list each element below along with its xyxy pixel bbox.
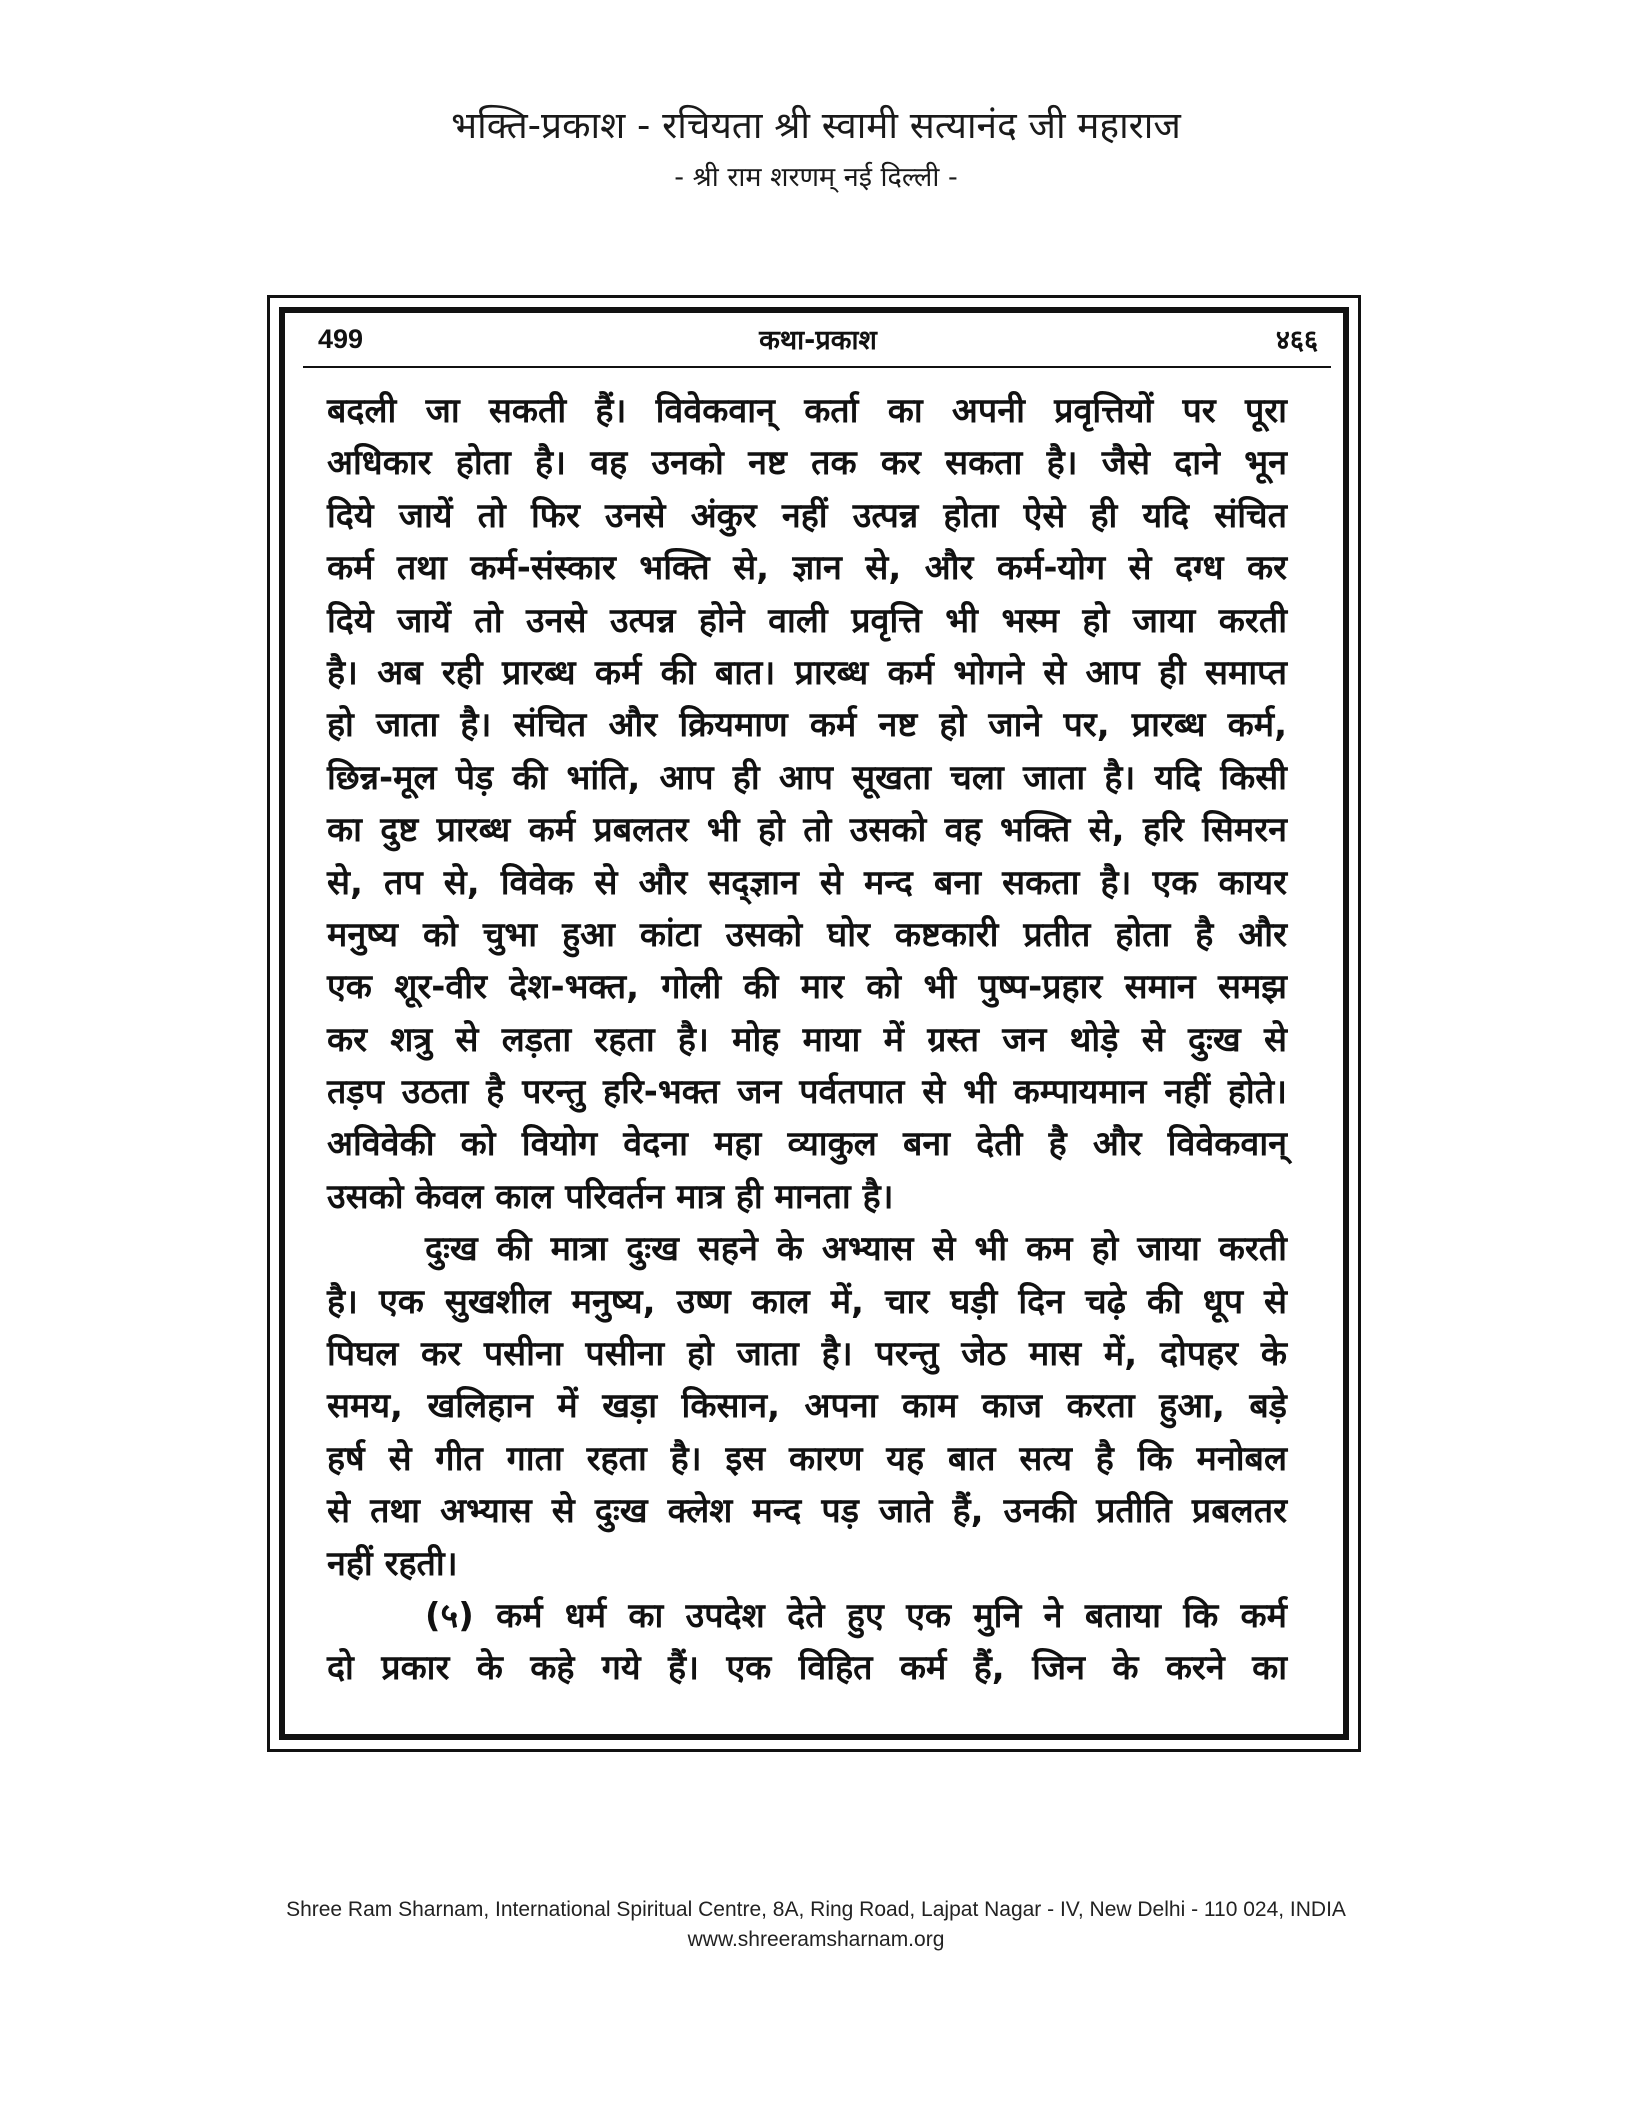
body-line: कर्म तथा कर्म-संस्कार भक्ति से, ज्ञान से, और कर्म-योग से दग्ध कर [327, 548, 1287, 589]
body-text [327, 385, 1287, 1695]
body-line: कर शत्रु से लड़ता रहता है। मोह माया में ग्रस्त जन थोड़े से दुःख से [327, 1019, 1287, 1060]
section-title: कथा-प्रकाश [759, 325, 877, 356]
body-line: हर्ष से गीत गाता रहता है। इस कारण यह बात सत्य है कि मनोबल [327, 1438, 1287, 1479]
body-line: है। अब रही प्रारब्ध कर्म की बात। प्रारब्ध कर्म भोगने से आप ही समाप्त [327, 652, 1287, 693]
body-line: अधिकार होता है। वह उनको नष्ट तक कर सकता है। जैसे दाने भून [327, 443, 1287, 484]
devanagari-page-number: ४६६ [1275, 325, 1318, 356]
body-line: दुःख की मात्रा दुःख सहने के अभ्यास से भी कम हो जाया करती [425, 1229, 1287, 1270]
body-line: छिन्न-मूल पेड़ की भांति, आप ही आप सूखता चला जाता है। यदि किसी [327, 757, 1287, 798]
body-line: पिघल कर पसीना पसीना हो जाता है। परन्तु जेठ मास में, दोपहर के [327, 1334, 1287, 1375]
body-line: से तथा अभ्यास से दुःख क्लेश मन्द पड़ जाते हैं, उनकी प्रतीति प्रबलतर [327, 1491, 1287, 1532]
body-line: का दुष्ट प्रारब्ध कर्म प्रबलतर भी हो तो उसको वह भक्ति से, हरि सिमरन [327, 810, 1287, 851]
body-line: दिये जायें तो उनसे उत्पन्न होने वाली प्रवृत्ति भी भस्म हो जाया करती [327, 600, 1287, 641]
body-line: अविवेकी को वियोग वेदना महा व्याकुल बना देती है और विवेकवान् [327, 1124, 1287, 1165]
document-header [0, 100, 1632, 200]
page-footer [0, 1895, 1632, 1955]
footer-website-link[interactable]: www.shreeramsharnam.org [687, 1928, 945, 1951]
body-line: तड़प उठता है परन्तु हरि-भक्त जन पर्वतपात से भी कम्पायमान नहीं होते। [327, 1072, 1287, 1113]
page-header [318, 318, 1318, 362]
footer-address: Shree Ram Sharnam, International Spiritual Centre, 8A, Ring Road, Lajpat Nagar - IV, New Delhi - 110 024, INDIA [286, 1898, 1346, 1921]
body-line: समय, खलिहान में खड़ा किसान, अपना काम काज करता हुआ, बड़े [327, 1386, 1287, 1427]
header-divider [303, 366, 1331, 368]
body-line: उसको केवल काल परिवर्तन मात्र ही मानता है। [327, 1176, 894, 1217]
body-line: एक शूर-वीर देश-भक्त, गोली की मार को भी पुष्प-प्रहार समान समझ [327, 967, 1287, 1008]
body-line: से, तप से, विवेक से और सद्ज्ञान से मन्द बना सकता है। एक कायर [327, 862, 1287, 903]
body-line: है। एक सुखशील मनुष्य, उष्ण काल में, चार घड़ी दिन चढ़े की धूप से [327, 1281, 1287, 1322]
body-line: हो जाता है। संचित और क्रियमाण कर्म नष्ट हो जाने पर, प्रारब्ध कर्म, [327, 705, 1287, 746]
document-title: भक्ति-प्रकाश - रचियता श्री स्वामी सत्यानंद जी महाराज [451, 104, 1181, 147]
body-line: दो प्रकार के कहे गये हैं। एक विहित कर्म हैं, जिन के करने का [327, 1648, 1287, 1689]
document-subtitle: - श्री राम शरणम् नई दिल्ली - [674, 162, 958, 193]
body-line: बदली जा सकती हैं। विवेकवान् कर्ता का अपनी प्रवृत्तियों पर पूरा [327, 391, 1287, 431]
body-line: दिये जायें तो फिर उनसे अंकुर नहीं उत्पन्न होता ऐसे ही यदि संचित [327, 495, 1287, 536]
body-line: मनुष्य को चुभा हुआ कांटा उसको घोर कष्टकारी प्रतीत होता है और [327, 914, 1287, 955]
body-line: (५) कर्म धर्म का उपदेश देते हुए एक मुनि ने बताया कि कर्म [425, 1595, 1287, 1636]
body-line: नहीं रहती। [327, 1543, 458, 1584]
page-number: 499 [318, 324, 364, 354]
